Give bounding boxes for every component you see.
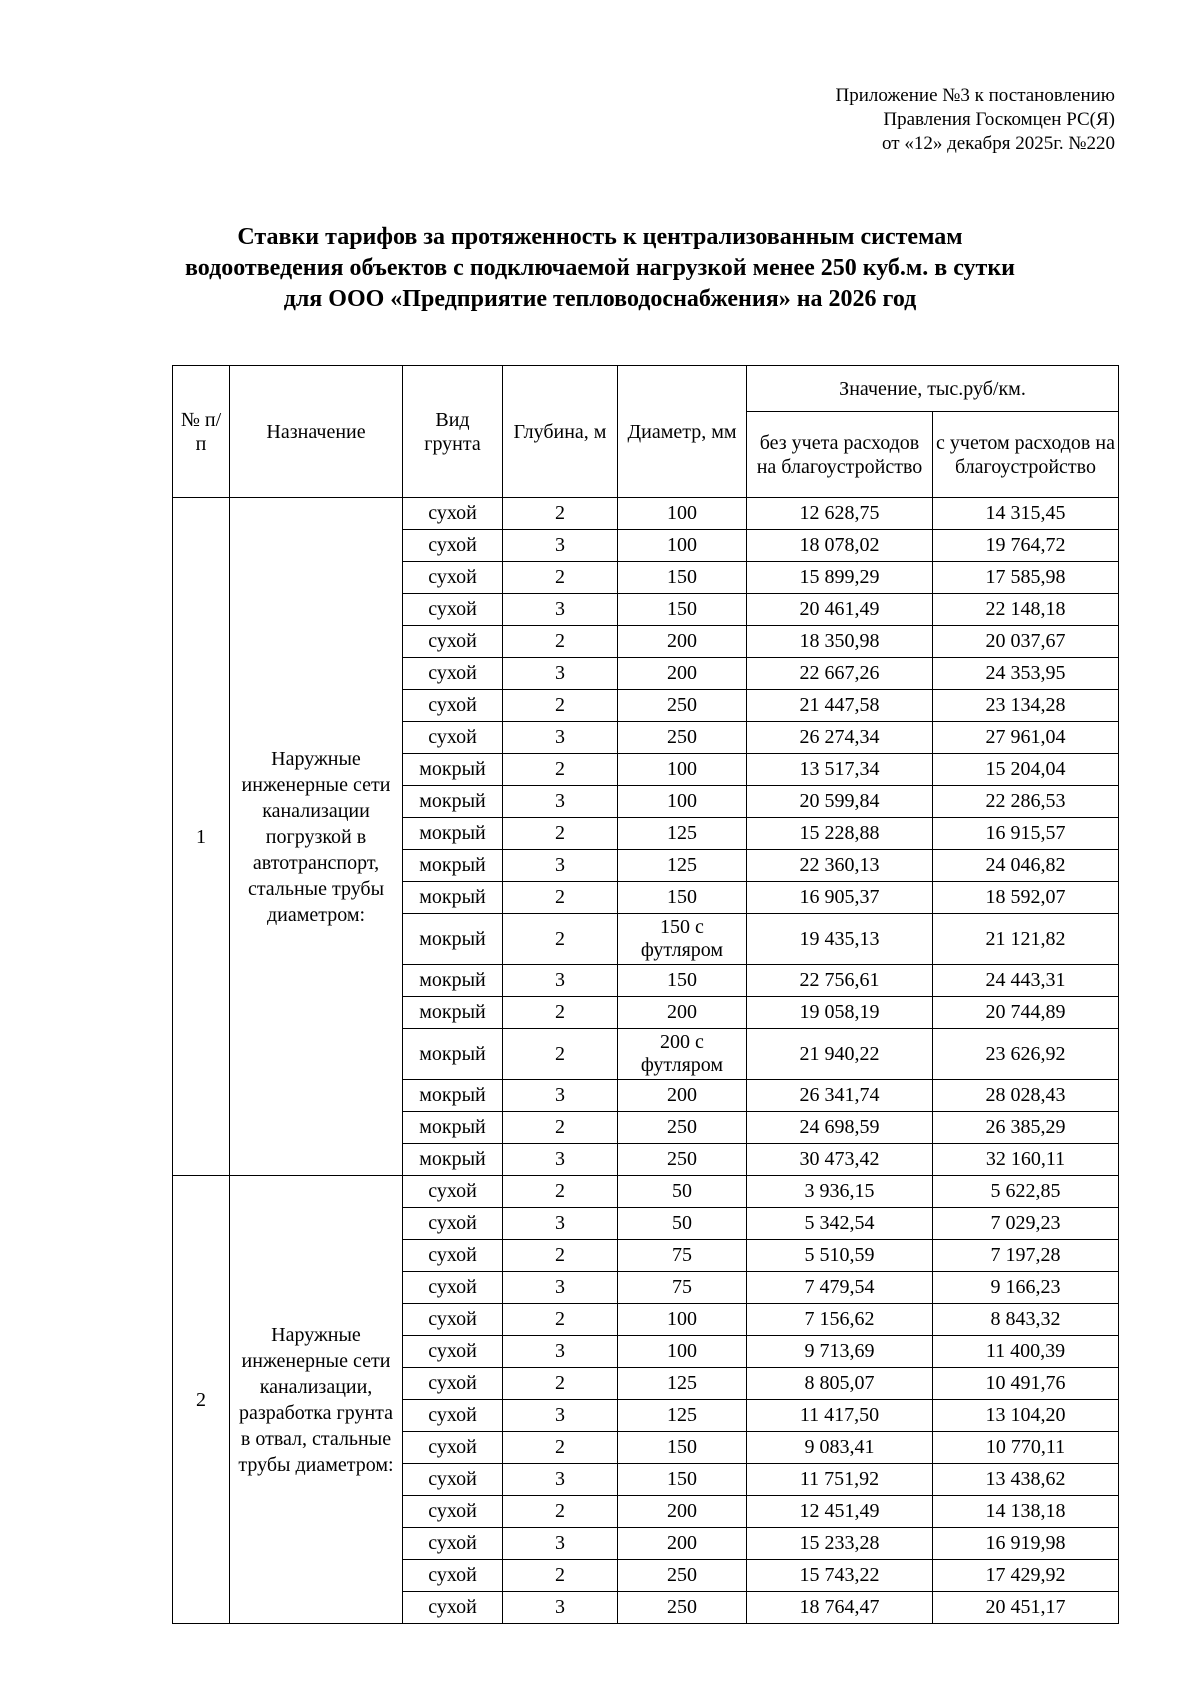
cell-diameter: 250: [618, 722, 747, 754]
cell-soil: сухой: [403, 1432, 503, 1464]
cell-soil: мокрый: [403, 965, 503, 997]
cell-depth: 3: [503, 1080, 618, 1112]
cell-soil: сухой: [403, 1240, 503, 1272]
cell-value-without: 20 599,84: [747, 786, 933, 818]
header-diameter: Диаметр, мм: [618, 366, 747, 498]
cell-depth: 3: [503, 786, 618, 818]
title-line-3: для ООО «Предприятие тепловодоснабжения» на 2026 год: [283, 286, 917, 312]
cell-diameter: 150: [618, 1464, 747, 1496]
cell-value-without: 26 341,74: [747, 1080, 933, 1112]
cell-value-without: 16 905,37: [747, 882, 933, 914]
cell-diameter: 150: [618, 1432, 747, 1464]
cell-depth: 3: [503, 1400, 618, 1432]
cell-diameter: 200: [618, 1080, 747, 1112]
cell-value-without: 26 274,34: [747, 722, 933, 754]
cell-soil: мокрый: [403, 882, 503, 914]
cell-soil: сухой: [403, 1560, 503, 1592]
cell-depth: 2: [503, 1496, 618, 1528]
cell-value-with: 14 315,45: [933, 498, 1119, 530]
cell-value-without: 3 936,15: [747, 1176, 933, 1208]
cell-diameter: 100: [618, 1304, 747, 1336]
cell-diameter: 100: [618, 786, 747, 818]
cell-diameter: 250: [618, 1592, 747, 1624]
header-soil: Вид грунта: [403, 366, 503, 498]
cell-diameter: 250: [618, 690, 747, 722]
cell-value-without: 11 417,50: [747, 1400, 933, 1432]
cell-depth: 3: [503, 1144, 618, 1176]
cell-soil: мокрый: [403, 1029, 503, 1080]
cell-value-without: 15 899,29: [747, 562, 933, 594]
cell-depth: 3: [503, 594, 618, 626]
cell-value-without: 11 751,92: [747, 1464, 933, 1496]
cell-diameter: 100: [618, 498, 747, 530]
cell-value-without: 15 228,88: [747, 818, 933, 850]
cell-depth: 3: [503, 1272, 618, 1304]
cell-soil: сухой: [403, 594, 503, 626]
cell-value-with: 17 585,98: [933, 562, 1119, 594]
cell-value-with: 26 385,29: [933, 1112, 1119, 1144]
cell-depth: 3: [503, 530, 618, 562]
approval-line-2: Правления Госкомцен РС(Я): [883, 109, 1115, 130]
cell-value-without: 8 805,07: [747, 1368, 933, 1400]
cell-value-with: 22 286,53: [933, 786, 1119, 818]
title-line-2: водоотведения объектов с подключаемой нагрузкой менее 250 куб.м. в сутки: [185, 255, 1015, 281]
cell-diameter: 200: [618, 626, 747, 658]
approval-line-1: Приложение №3 к постановлению: [835, 85, 1115, 106]
cell-value-without: 19 435,13: [747, 914, 933, 965]
cell-soil: сухой: [403, 1496, 503, 1528]
cell-value-with: 10 770,11: [933, 1432, 1119, 1464]
cell-value-without: 15 743,22: [747, 1560, 933, 1592]
cell-value-without: 5 342,54: [747, 1208, 933, 1240]
cell-depth: 2: [503, 1432, 618, 1464]
cell-depth: 3: [503, 1336, 618, 1368]
cell-soil: сухой: [403, 1592, 503, 1624]
cell-diameter: 75: [618, 1240, 747, 1272]
cell-value-with: 20 037,67: [933, 626, 1119, 658]
header-depth: Глубина, м: [503, 366, 618, 498]
cell-value-with: 24 353,95: [933, 658, 1119, 690]
cell-value-with: 32 160,11: [933, 1144, 1119, 1176]
cell-value-with: 20 744,89: [933, 997, 1119, 1029]
table-body: [173, 498, 1119, 1624]
table-header: [173, 366, 1119, 498]
cell-soil: мокрый: [403, 1112, 503, 1144]
group-number: 2: [173, 1176, 230, 1624]
cell-value-with: 23 626,92: [933, 1029, 1119, 1080]
document-title: [0, 222, 1200, 315]
cell-value-without: 18 078,02: [747, 530, 933, 562]
cell-value-without: 9 713,69: [747, 1336, 933, 1368]
cell-diameter: 250: [618, 1560, 747, 1592]
cell-soil: сухой: [403, 658, 503, 690]
cell-value-with: 18 592,07: [933, 882, 1119, 914]
cell-value-with: 23 134,28: [933, 690, 1119, 722]
cell-soil: сухой: [403, 1272, 503, 1304]
cell-diameter: 125: [618, 850, 747, 882]
cell-value-without: 5 510,59: [747, 1240, 933, 1272]
cell-value-without: 20 461,49: [747, 594, 933, 626]
cell-diameter: 200 с футляром: [618, 1029, 747, 1080]
cell-value-without: 18 350,98: [747, 626, 933, 658]
group-purpose: Наружные инженерные сети канализации погрузкой в автотранспорт, стальные трубы диаметром:: [230, 498, 403, 1176]
header-num: № п/п: [173, 366, 230, 498]
cell-diameter: 150: [618, 882, 747, 914]
cell-soil: мокрый: [403, 818, 503, 850]
cell-value-without: 7 479,54: [747, 1272, 933, 1304]
cell-value-with: 16 915,57: [933, 818, 1119, 850]
table-row: [173, 498, 1119, 530]
cell-diameter: 50: [618, 1208, 747, 1240]
cell-value-with: 14 138,18: [933, 1496, 1119, 1528]
cell-value-with: 20 451,17: [933, 1592, 1119, 1624]
cell-value-without: 12 628,75: [747, 498, 933, 530]
cell-soil: сухой: [403, 722, 503, 754]
cell-depth: 2: [503, 626, 618, 658]
cell-diameter: 200: [618, 1496, 747, 1528]
cell-depth: 3: [503, 722, 618, 754]
cell-depth: 3: [503, 658, 618, 690]
cell-diameter: 150: [618, 594, 747, 626]
cell-value-with: 13 438,62: [933, 1464, 1119, 1496]
cell-value-with: 7 197,28: [933, 1240, 1119, 1272]
cell-soil: сухой: [403, 1400, 503, 1432]
cell-soil: сухой: [403, 1176, 503, 1208]
approval-stamp: [836, 84, 1115, 156]
cell-soil: мокрый: [403, 754, 503, 786]
cell-value-without: 18 764,47: [747, 1592, 933, 1624]
cell-diameter: 50: [618, 1176, 747, 1208]
cell-depth: 3: [503, 850, 618, 882]
cell-value-without: 7 156,62: [747, 1304, 933, 1336]
header-value: Значение, тыс.руб/км.: [747, 366, 1119, 412]
cell-diameter: 100: [618, 530, 747, 562]
cell-value-with: 21 121,82: [933, 914, 1119, 965]
cell-depth: 3: [503, 1528, 618, 1560]
header-purpose: Назначение: [230, 366, 403, 498]
cell-value-without: 22 667,26: [747, 658, 933, 690]
cell-diameter: 250: [618, 1112, 747, 1144]
cell-depth: 2: [503, 1112, 618, 1144]
cell-value-without: 13 517,34: [747, 754, 933, 786]
cell-soil: сухой: [403, 1304, 503, 1336]
cell-diameter: 125: [618, 1400, 747, 1432]
title-line-1: Ставки тарифов за протяженность к централизованным системам: [237, 224, 963, 250]
cell-soil: мокрый: [403, 1080, 503, 1112]
cell-depth: 2: [503, 754, 618, 786]
tariff-table: [172, 365, 1119, 1624]
cell-value-with: 9 166,23: [933, 1272, 1119, 1304]
cell-soil: сухой: [403, 562, 503, 594]
cell-value-without: 30 473,42: [747, 1144, 933, 1176]
cell-value-without: 19 058,19: [747, 997, 933, 1029]
cell-diameter: 150 с футляром: [618, 914, 747, 965]
cell-depth: 2: [503, 498, 618, 530]
cell-value-without: 12 451,49: [747, 1496, 933, 1528]
cell-value-without: 24 698,59: [747, 1112, 933, 1144]
cell-diameter: 200: [618, 997, 747, 1029]
cell-depth: 2: [503, 818, 618, 850]
cell-soil: мокрый: [403, 786, 503, 818]
cell-depth: 3: [503, 1464, 618, 1496]
cell-depth: 2: [503, 882, 618, 914]
cell-value-with: 19 764,72: [933, 530, 1119, 562]
cell-value-with: 5 622,85: [933, 1176, 1119, 1208]
cell-soil: мокрый: [403, 1144, 503, 1176]
cell-diameter: 100: [618, 1336, 747, 1368]
cell-value-with: 15 204,04: [933, 754, 1119, 786]
cell-diameter: 125: [618, 1368, 747, 1400]
cell-depth: 2: [503, 690, 618, 722]
cell-value-with: 27 961,04: [933, 722, 1119, 754]
cell-diameter: 250: [618, 1144, 747, 1176]
cell-depth: 3: [503, 1208, 618, 1240]
cell-value-without: 15 233,28: [747, 1528, 933, 1560]
header-with-improvement: с учетом расходов на благоустройство: [933, 412, 1119, 498]
header-without-improvement: без учета расходов на благоустройство: [747, 412, 933, 498]
cell-depth: 2: [503, 1176, 618, 1208]
cell-value-without: 22 756,61: [747, 965, 933, 997]
cell-value-with: 16 919,98: [933, 1528, 1119, 1560]
cell-value-without: 21 447,58: [747, 690, 933, 722]
table-row: [173, 1176, 1119, 1208]
cell-soil: сухой: [403, 498, 503, 530]
cell-diameter: 100: [618, 754, 747, 786]
cell-value-with: 13 104,20: [933, 1400, 1119, 1432]
cell-soil: мокрый: [403, 914, 503, 965]
cell-value-with: 7 029,23: [933, 1208, 1119, 1240]
cell-depth: 2: [503, 1029, 618, 1080]
cell-depth: 3: [503, 965, 618, 997]
cell-diameter: 200: [618, 1528, 747, 1560]
cell-soil: сухой: [403, 1528, 503, 1560]
cell-depth: 2: [503, 914, 618, 965]
cell-soil: сухой: [403, 1336, 503, 1368]
cell-depth: 2: [503, 562, 618, 594]
cell-value-with: 24 443,31: [933, 965, 1119, 997]
cell-soil: сухой: [403, 1368, 503, 1400]
group-purpose: Наружные инженерные сети канализации, разработка грунта в отвал, стальные трубы диаметром:: [230, 1176, 403, 1624]
cell-soil: сухой: [403, 690, 503, 722]
cell-value-with: 11 400,39: [933, 1336, 1119, 1368]
cell-value-with: 17 429,92: [933, 1560, 1119, 1592]
cell-diameter: 150: [618, 965, 747, 997]
cell-depth: 2: [503, 1368, 618, 1400]
cell-depth: 2: [503, 1304, 618, 1336]
approval-line-3: от «12» декабря 2025г. №220: [882, 133, 1115, 154]
cell-diameter: 75: [618, 1272, 747, 1304]
cell-value-with: 8 843,32: [933, 1304, 1119, 1336]
cell-value-without: 22 360,13: [747, 850, 933, 882]
cell-depth: 2: [503, 1240, 618, 1272]
cell-soil: сухой: [403, 530, 503, 562]
cell-diameter: 200: [618, 658, 747, 690]
cell-value-with: 24 046,82: [933, 850, 1119, 882]
group-number: 1: [173, 498, 230, 1176]
cell-depth: 2: [503, 997, 618, 1029]
cell-value-with: 28 028,43: [933, 1080, 1119, 1112]
cell-soil: сухой: [403, 1464, 503, 1496]
cell-soil: сухой: [403, 1208, 503, 1240]
cell-depth: 3: [503, 1592, 618, 1624]
cell-diameter: 150: [618, 562, 747, 594]
cell-value-with: 10 491,76: [933, 1368, 1119, 1400]
cell-soil: мокрый: [403, 850, 503, 882]
cell-diameter: 125: [618, 818, 747, 850]
cell-depth: 2: [503, 1560, 618, 1592]
cell-value-without: 9 083,41: [747, 1432, 933, 1464]
cell-value-with: 22 148,18: [933, 594, 1119, 626]
cell-soil: мокрый: [403, 997, 503, 1029]
cell-value-without: 21 940,22: [747, 1029, 933, 1080]
cell-soil: сухой: [403, 626, 503, 658]
